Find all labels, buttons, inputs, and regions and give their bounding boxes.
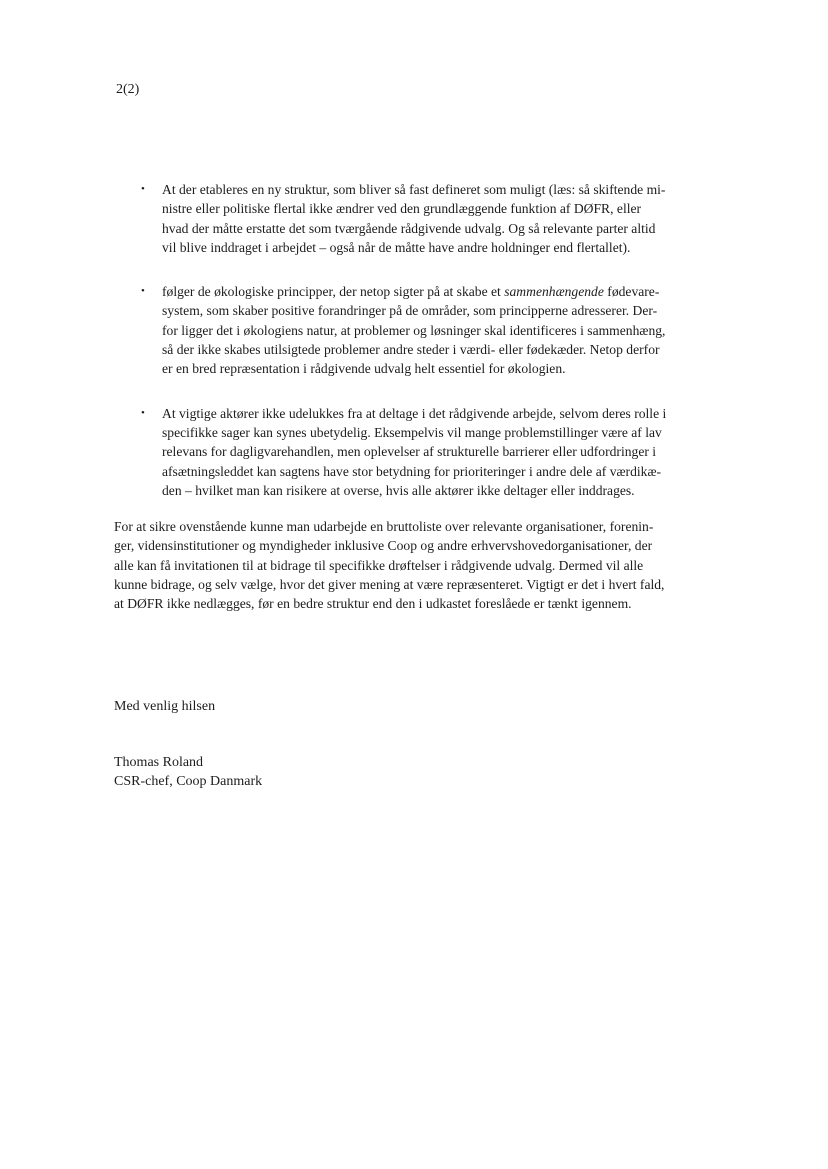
bullet-list <box>114 180 722 525</box>
text-line: At der etableres en ny struktur, som bliver så fast defineret som muligt (læs: så skiftende mi- <box>162 182 666 197</box>
text-line: system, som skaber positive forandringer på de områder, som principperne adresserer. Der- <box>162 303 658 319</box>
text-line: relevans for dagligvarehandlen, men oplevelser af strukturelle barrierer eller udfordringer i <box>162 444 657 460</box>
bullet-item-organic-sector <box>114 282 722 378</box>
text-segment: følger de økologiske principper, der netop sigter på at skabe et <box>162 284 501 300</box>
text-line: afsætningsleddet kan sagtens have stor betydning for prioriteringer i andre dele af værdikæ- <box>162 463 662 479</box>
text-line: så der ikke skabes utilsigtede problemer andre steder i værdi- eller fødekæder. Netop derfor <box>162 342 660 358</box>
signer-title: CSR-chef, Coop Danmark <box>114 774 263 789</box>
text-line: er en bred repræsentation i rådgivende udvalg helt essentiel for økologien. <box>162 361 566 377</box>
text-segment: fødevare- <box>607 284 660 300</box>
page-number: 2(2) <box>116 82 140 97</box>
text-line: At vigtige aktører ikke udelukkes fra at deltage i det rådgivende arbejde, selvom deres rolle i <box>162 405 667 421</box>
text-line: ger, vidensinstitutioner og myndigheder inklusive Coop og andre erhvervshovedorganisationer, der <box>114 538 653 554</box>
closing-greeting: Med venlig hilsen <box>114 699 216 714</box>
text-line: hvad der måtte erstatte det som tværgående rådgivende udvalg. Og så relevante parter altid <box>162 220 656 236</box>
bullet-item-key-actors <box>114 404 722 500</box>
bullet-item-structure <box>114 180 722 257</box>
signature-block <box>114 753 262 791</box>
text-line: vil blive inddraget i arbejdet – også når de måtte have andre holdninger end flertallet). <box>162 239 631 255</box>
bullet-icon: • <box>141 406 145 419</box>
text-line: For at sikre ovenstående kunne man udarbejde en bruttoliste over relevante organisationer, forenin- <box>114 519 654 534</box>
text-line: specifikke sager kan synes ubetydelig. Eksempelvis vil mange problemstillinger være af lav <box>162 424 662 440</box>
bullet-icon: • <box>141 285 145 298</box>
bullet-icon: • <box>141 183 145 195</box>
text-line: alle kan få invitationen til at bidrage til specifikke drøftelser i rådgivende udvalg. Dermed vil alle <box>114 557 644 573</box>
emphasis: sammenhængende <box>504 284 604 300</box>
text-line: kunne bidrage, og selv vælge, hvor det giver mening at være repræsenteret. Vigtigt er det i hvert fald, <box>114 576 665 592</box>
text-line: nistre eller politiske flertal ikke ændrer ved den grundlæggende funktion af DØFR, eller <box>162 201 642 217</box>
text-line <box>162 282 722 301</box>
body-paragraph <box>114 517 722 613</box>
text-line: at DØFR ikke nedlægges, før en bedre struktur end den i udkastet foreslåede er tænkt igennem. <box>114 596 632 612</box>
text-line: den – hvilket man kan risikere at overse, hvis alle aktører ikke deltager eller inddrages. <box>162 482 635 498</box>
text-line: for ligger det i økologiens natur, at problemer og løsninger skal identificeres i sammenhæng, <box>162 322 666 338</box>
signer-name: Thomas Roland <box>114 755 204 770</box>
